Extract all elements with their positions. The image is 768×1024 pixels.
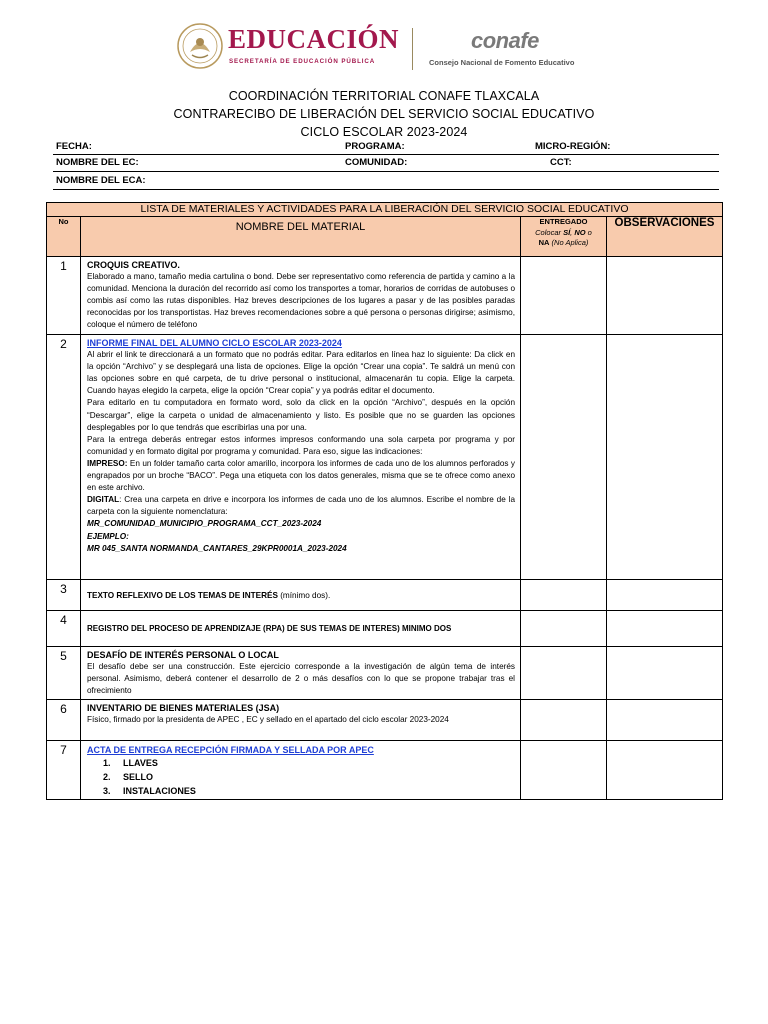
row-text: Físico, firmado por la presidenta de APEC , EC y sellado en el apartado del ciclo escolar 2023-2024 — [87, 715, 449, 725]
info-line — [53, 189, 719, 190]
row-number: 7 — [47, 741, 81, 800]
national-seal-icon — [176, 22, 224, 70]
row-description — [81, 647, 521, 700]
entregado-cell[interactable] — [521, 335, 607, 580]
title-ciclo: CICLO ESCOLAR 2023-2024 — [300, 125, 468, 139]
entregado-hint: Colocar — [535, 227, 564, 237]
label-fecha: FECHA: — [56, 141, 92, 152]
label-comunidad: COMUNIDAD: — [345, 157, 408, 168]
entregado-cell[interactable] — [521, 700, 607, 741]
materials-table — [46, 202, 723, 800]
column-header-no: No — [47, 217, 81, 257]
conafe-logo: conafe — [471, 28, 539, 53]
observaciones-cell[interactable] — [607, 611, 723, 647]
educacion-logo: EDUCACIÓN — [228, 24, 400, 54]
observaciones-cell[interactable] — [607, 700, 723, 741]
observaciones-cell[interactable] — [607, 741, 723, 800]
entregado-na: NA — [538, 238, 550, 247]
entregado-si: SÍ — [563, 227, 571, 237]
table-title-row — [47, 203, 723, 217]
table-row — [47, 647, 723, 700]
table-header-row — [47, 217, 723, 257]
column-header-observaciones: OBSERVACIONES — [607, 217, 723, 257]
table-row — [47, 741, 723, 800]
row-title: TEXTO REFLEXIVO DE LOS TEMAS DE INTERÉS — [87, 590, 278, 600]
info-line — [53, 154, 719, 155]
row-title: INVENTARIO DE BIENES MATERIALES (JSA) — [87, 703, 280, 713]
list-item: 3. INSTALACIONES — [113, 784, 515, 798]
acta-entrega-link[interactable]: ACTA DE ENTREGA RECEPCIÓN FIRMADA Y SELLADA POR APEC — [87, 745, 374, 755]
acta-items-list — [87, 756, 515, 798]
row-text-impreso — [87, 458, 515, 494]
digital-text: : Crea una carpeta en drive e incorpora los informes de cada uno de los alumnos. Escribe el nombre de la carpeta con la siguiente nomenclatura: — [87, 495, 515, 517]
row-description — [81, 741, 521, 800]
row-number: 6 — [47, 700, 81, 741]
label-programa: PROGRAMA: — [345, 141, 405, 152]
row-text: Para la entrega deberás entregar estos informes impresos conformando una sola carpeta por programa y por comunidad y en formato digital por programa y comunidad. Para eso, sigue las indicaciones: — [87, 434, 515, 456]
row-number: 3 — [47, 580, 81, 611]
label-nombre-ec: NOMBRE DEL EC: — [56, 157, 139, 168]
entregado-cell[interactable] — [521, 741, 607, 800]
row-text: Elaborado a mano, tamaño media cartulina o bond. Debe ser representativo como referencia de partida y camino a la comunidad. Menciona la duración del recorrido así como los transportes a tomar, horarios de corridas de autobuses o combis así como las rutas disponibles. Haz breves descripciones de los lugares a pasar y de las posibles paradas reconocidas por los transportistas. Haz breves recomendaciones sobre a qué persona o personas dirigirse; asimismo, coloque el número de teléfono — [87, 272, 515, 330]
title-contrarecibo: CONTRARECIBO DE LIBERACIÓN DEL SERVICIO SOCIAL EDUCATIVO — [173, 107, 595, 121]
column-header-entregado — [521, 217, 607, 257]
row-title: CROQUIS CREATIVO. — [87, 260, 180, 270]
row-text: Para editarlo en tu computadora en formato word, solo da click en la opción “Archivo”, después en la opción “Descargar”, elige la carpeta o unidad de almacenamiento y listo. Es posible que no se guarden las opciones desplegables por lo que tendrás que escribirlas una por una. — [87, 398, 515, 432]
header-logos — [172, 22, 575, 78]
row-title: REGISTRO DEL PROCESO DE APRENDIZAJE (RPA) DE SUS TEMAS DE INTERES) MINIMO DOS — [87, 624, 452, 634]
observaciones-cell[interactable] — [607, 647, 723, 700]
educacion-subtitle: SECRETARÍA DE EDUCACIÓN PÚBLICA — [229, 58, 376, 65]
table-row — [47, 335, 723, 580]
document-titles — [0, 87, 768, 141]
row-text: Al abrir el link te direccionará a un formato que no podrás editar. Para editarlos en línea haz lo siguiente: Da click en la opción “Archivo” y se desplegará una lista de opciones. Elige la opción “Crear una copia”. Te saldrá un menú con las opciones sobre en qué carpeta, de tu drive personal o institucional, almacenarán tu copia. Elige la carpeta. Cuando hayas elegido la carpeta, elige la opción “Crear copia” y ya podrás editar el documento. — [87, 350, 515, 396]
row-number: 1 — [47, 257, 81, 335]
observaciones-cell[interactable] — [607, 257, 723, 335]
entregado-cell[interactable] — [521, 257, 607, 335]
column-header-name: NOMBRE DEL MATERIAL — [81, 217, 521, 257]
entregado-label: ENTREGADO — [539, 217, 588, 226]
row-text-digital — [87, 494, 515, 518]
table-row — [47, 700, 723, 741]
observaciones-cell[interactable] — [607, 580, 723, 611]
table-title: LISTA DE MATERIALES Y ACTIVIDADES PARA LA LIBERACIÓN DEL SERVICIO SOCIAL EDUCATIVO — [47, 203, 723, 217]
row-description — [81, 580, 521, 611]
entregado-cell[interactable] — [521, 611, 607, 647]
title-coordinacion: COORDINACIÓN TERRITORIAL CONAFE TLAXCALA — [228, 89, 540, 103]
logo-divider — [412, 28, 413, 70]
table-row — [47, 580, 723, 611]
table-row — [47, 257, 723, 335]
row-text: El desafío debe ser una construcción. Este ejercicio corresponde a la investigación de algún tema de interés personal. Asimismo, deberá contener el desarrollo de 2 o más desafíos con lo que se propone trabajar tras el ofrecimiento — [87, 662, 515, 696]
observaciones-cell[interactable] — [607, 335, 723, 580]
list-item: 1. LLAVES — [113, 756, 515, 770]
entregado-no: NO — [574, 227, 586, 237]
entregado-na-hint: (No Aplica) — [549, 238, 589, 247]
impreso-label: IMPRESO: — [87, 458, 128, 468]
entregado-comma: , — [570, 227, 575, 237]
row-title: DESAFÍO DE INTERÉS PERSONAL O LOCAL — [87, 650, 279, 660]
impreso-text: En un folder tamaño carta color amarillo, incorpora los informes de cada uno de los alumnos perforados y engrapados por un broche “BACO”. Pega una etiqueta con los datos generales, misma que se te ofrece como anexo en este archivo. — [87, 458, 515, 493]
label-cct: CCT: — [550, 157, 572, 168]
informe-final-link[interactable]: INFORME FINAL DEL ALUMNO CICLO ESCOLAR 2023-2024 — [87, 338, 342, 348]
entregado-o: o — [585, 227, 592, 237]
row-description — [81, 700, 521, 741]
info-line — [53, 171, 719, 172]
label-nombre-eca: NOMBRE DEL ECA: — [56, 175, 146, 186]
row-title-suffix: (mínimo dos). — [277, 590, 331, 600]
row-description — [81, 257, 521, 335]
row-number: 2 — [47, 335, 81, 580]
table-row — [47, 611, 723, 647]
entregado-cell[interactable] — [521, 580, 607, 611]
conafe-subtitle: Consejo Nacional de Fomento Educativo — [429, 58, 575, 67]
row-number: 4 — [47, 611, 81, 647]
nomenclatura: MR_COMUNIDAD_MUNICIPIO_PROGRAMA_CCT_2023-2024 — [87, 519, 322, 529]
ejemplo-label: EJEMPLO: — [87, 531, 129, 541]
ejemplo-value: MR 045_SANTA NORMANDA_CANTARES_29KPR0001A_2023-2024 — [87, 543, 347, 553]
list-item: 2. SELLO — [113, 770, 515, 784]
row-description — [81, 335, 521, 580]
row-number: 5 — [47, 647, 81, 700]
entregado-cell[interactable] — [521, 647, 607, 700]
digital-label: DIGITAL — [87, 495, 120, 505]
label-micro-region: MICRO-REGIÓN: — [535, 141, 611, 152]
row-description — [81, 611, 521, 647]
